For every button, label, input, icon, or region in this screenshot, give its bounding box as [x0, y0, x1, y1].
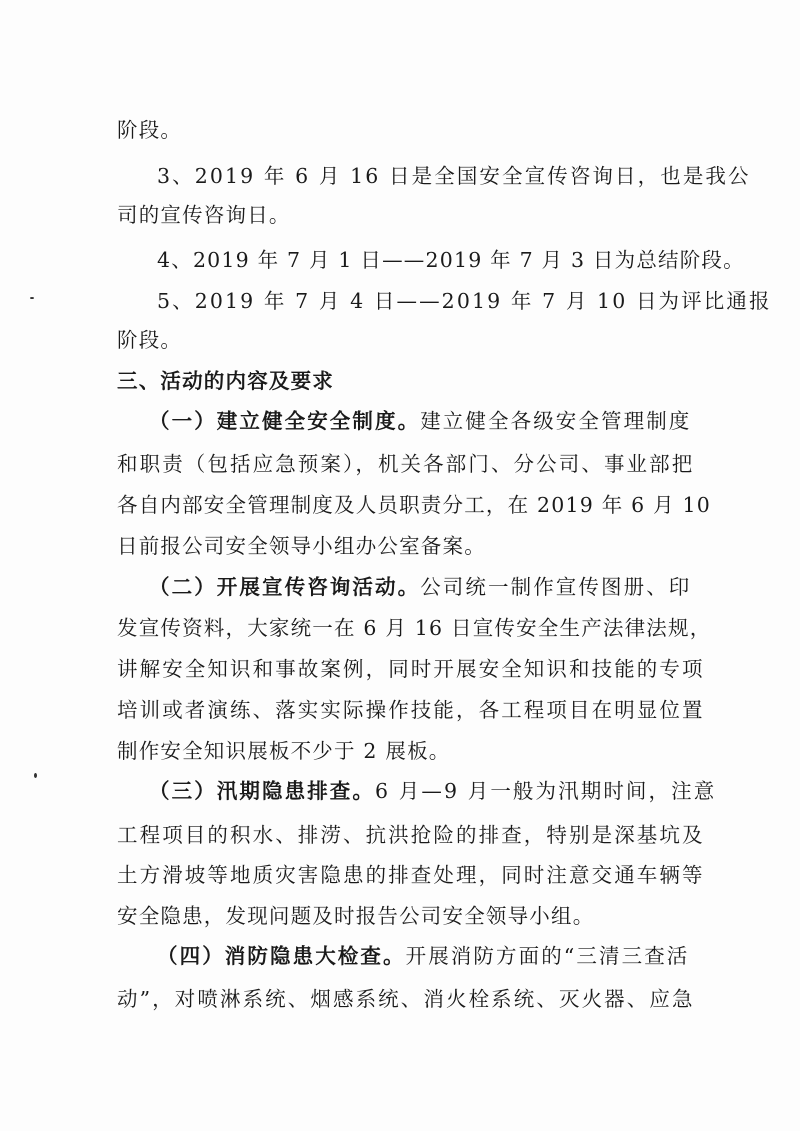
text-line: 各自内部安全管理制度及人员职责分工，在 2019 年 6 月 10 [117, 493, 711, 517]
text-line: 安全隐患，发现问题及时报告公司安全领导小组。 [117, 904, 595, 928]
section-heading: 三、活动的内容及要求 [117, 369, 334, 393]
text-line: 培训或者演练、落实实际操作技能，各工程项目在明显位置 [117, 698, 705, 722]
scan-speck [30, 297, 34, 299]
text-line: 司的宣传咨询日。 [117, 203, 291, 227]
text-line: 讲解安全知识和事故案例，同时开展安全知识和技能的专项 [117, 657, 705, 681]
text-line: 4、2019 年 7 月 1 日——2019 年 7 月 3 日为总结阶段。 [157, 248, 745, 272]
text-line: 土方滑坡等地质灾害隐患的排查处理，同时注意交通车辆等 [117, 863, 705, 887]
paragraph-first-line: （四）消防隐患大检查。开展消防方面的“三清三查活 [157, 944, 690, 968]
text-line: 工程项目的积水、排涝、抗洪抢险的排查，特别是深基坑及 [117, 823, 705, 847]
paragraph-first-line: （一）建立健全安全制度。建立健全各级安全管理制度 [149, 409, 692, 433]
paragraph-first-line: （二）开展宣传咨询活动。公司统一制作宣传图册、印 [149, 575, 692, 599]
paragraph-heading: （二）开展宣传咨询活动。 [149, 575, 421, 599]
text-line: 动”，对喷淋系统、烟感系统、消火栓系统、灭火器、应急 [117, 987, 695, 1011]
text-line: 制作安全知识展板不少于 2 展板。 [117, 739, 451, 763]
text-line: 和职责（包括应急预案），机关各部门、分公司、事业部把 [117, 452, 695, 476]
text-line: 阶段。 [117, 118, 183, 142]
text-line: 阶段。 [117, 328, 183, 352]
text-line: 3、2019 年 6 月 16 日是全国安全宣传咨询日，也是我公 [157, 164, 751, 188]
paragraph-heading: （一）建立健全安全制度。 [149, 409, 421, 433]
text-line: 5、2019 年 7 月 4 日——2019 年 7 月 10 日为评比通报 [157, 289, 772, 313]
text-line: 发宣传资料，大家统一在 6 月 16 日宣传安全生产法律法规， [117, 616, 712, 640]
paragraph-heading: （四）消防隐患大检查。 [157, 944, 406, 968]
paragraph-heading: （三）汛期隐患排查。 [149, 779, 375, 803]
scan-speck [34, 773, 37, 778]
text-line: 日前报公司安全领导小组办公室备案。 [117, 534, 486, 558]
paragraph-first-line: （三）汛期隐患排查。6 月—9 月一般为汛期时间，注意 [149, 779, 717, 803]
